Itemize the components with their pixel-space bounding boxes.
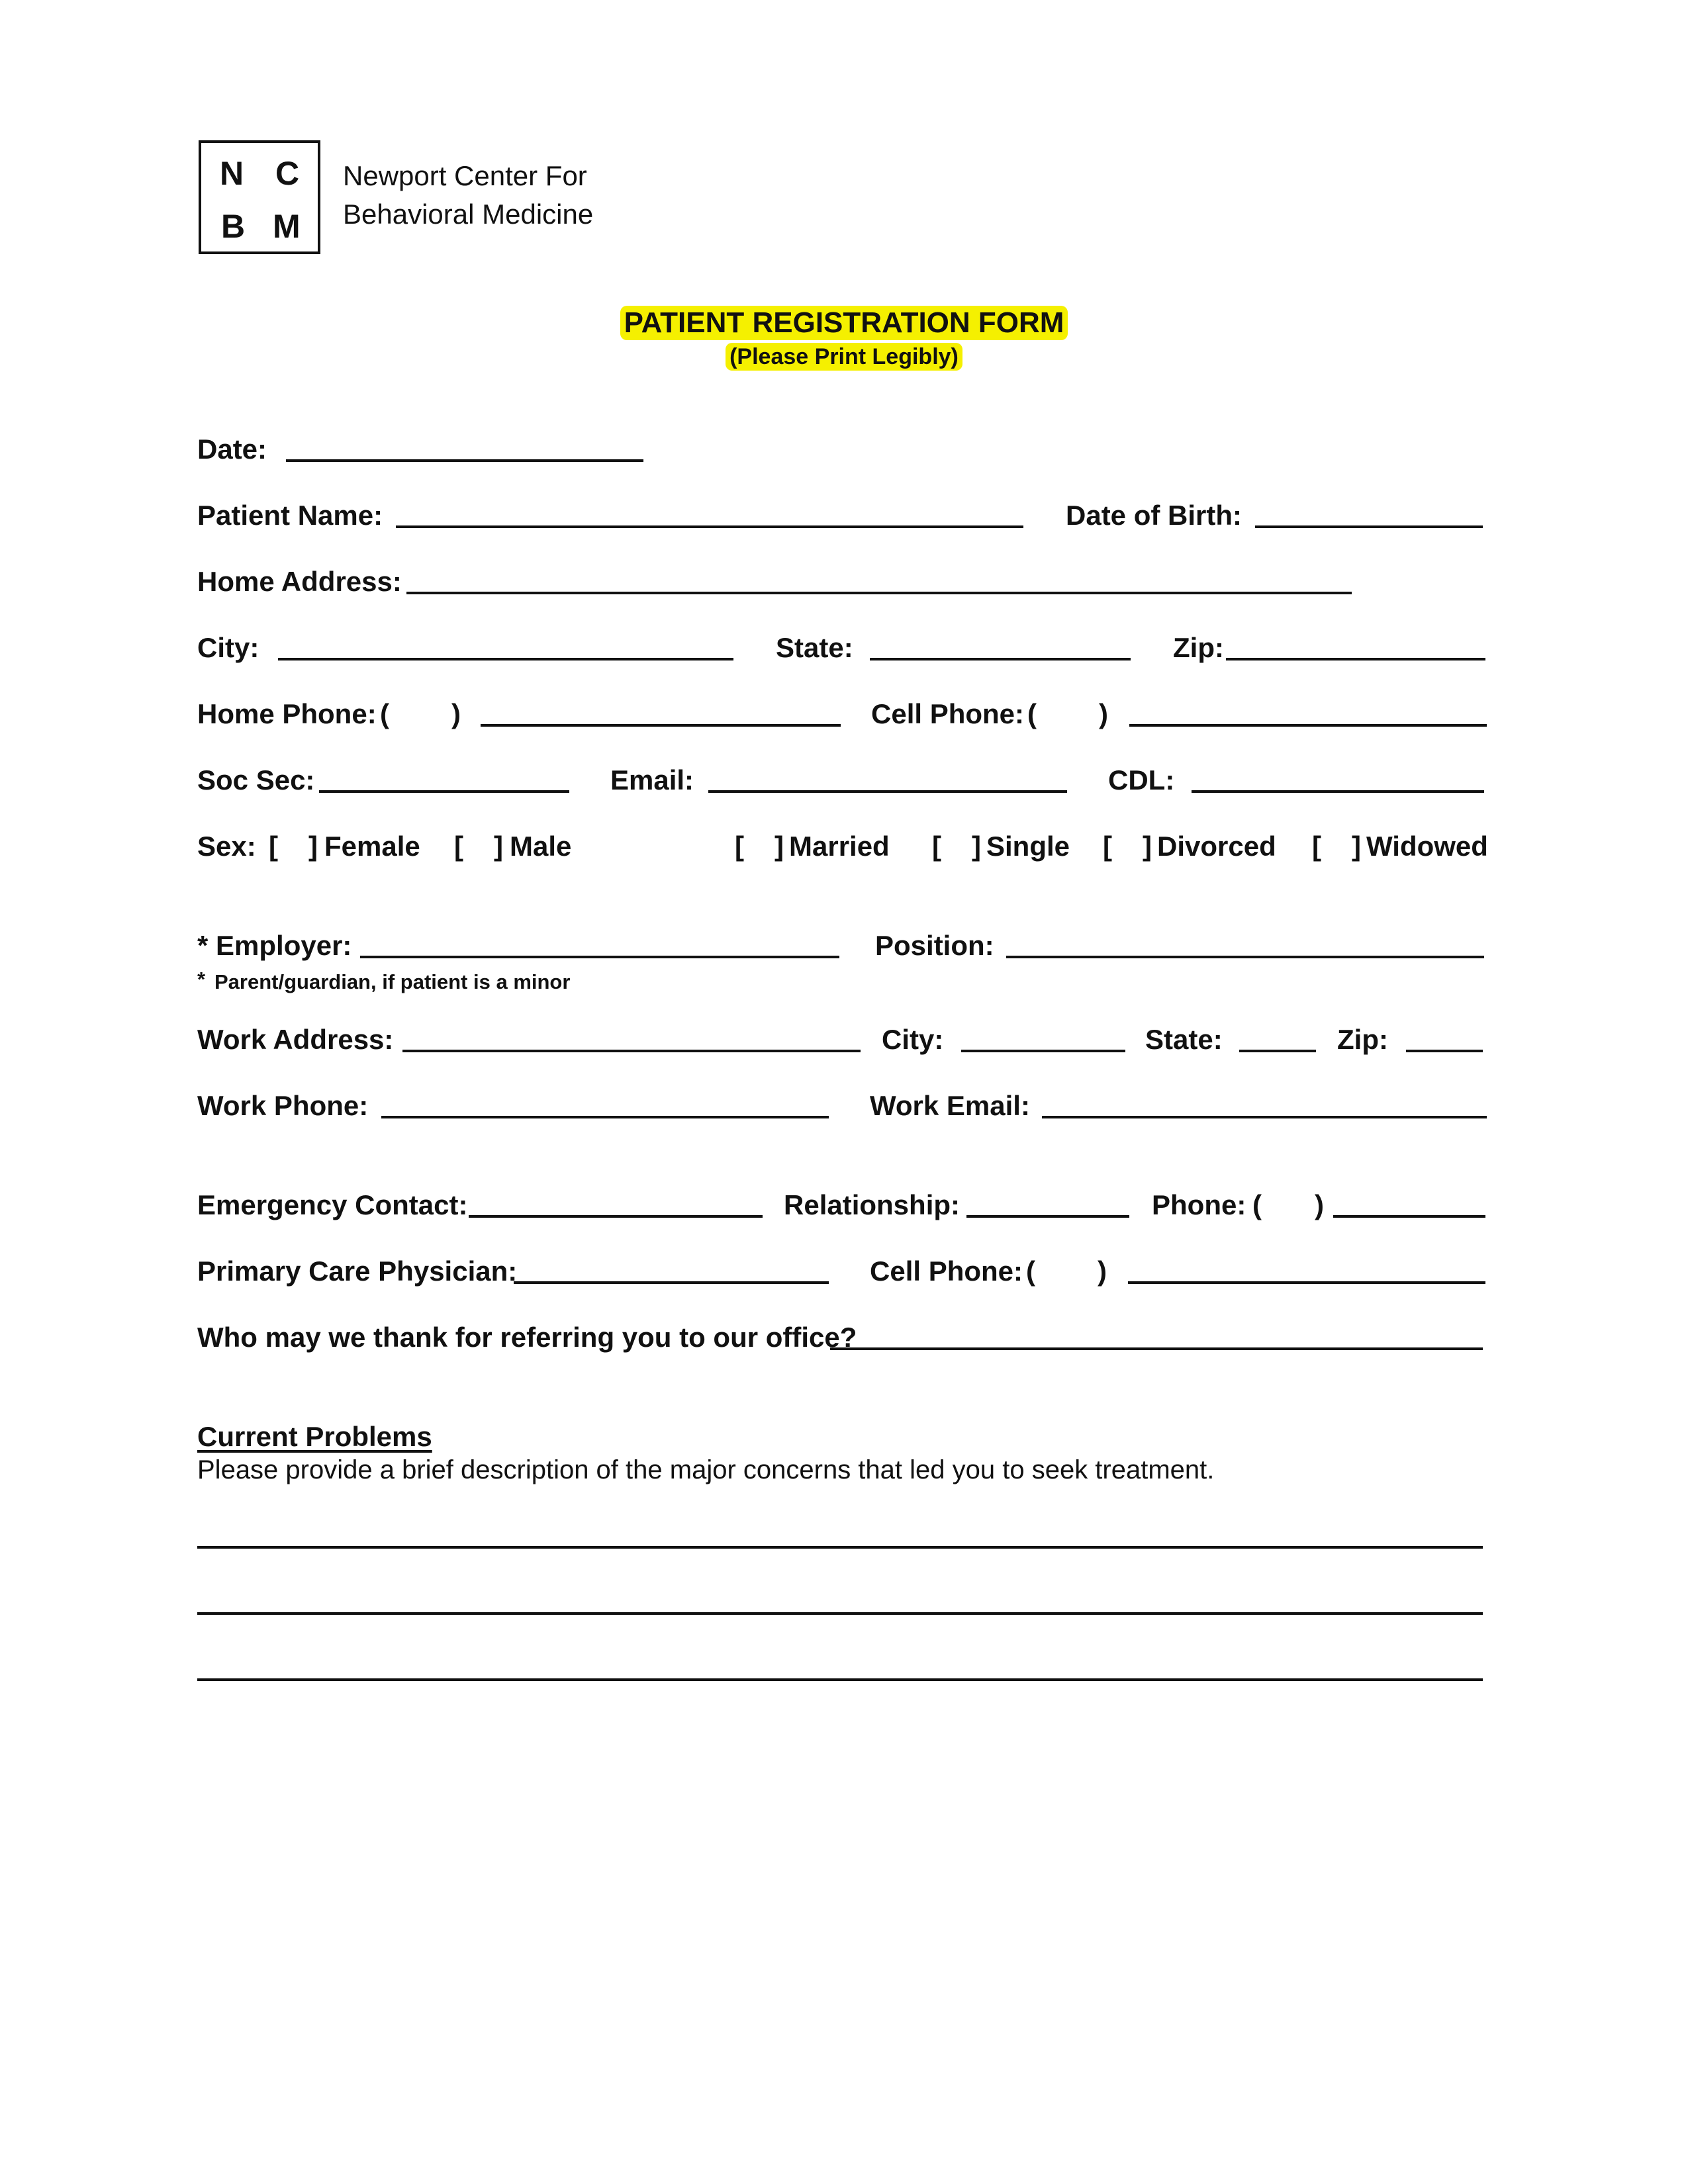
checkbox-divorced-open[interactable]: [ bbox=[1103, 831, 1112, 862]
pcp-cell-open-paren: ( bbox=[1026, 1255, 1035, 1287]
phone-close-paren: ) bbox=[1315, 1189, 1324, 1220]
emergency-contact-field[interactable] bbox=[469, 1215, 763, 1218]
option-single-label: Single bbox=[986, 831, 1070, 862]
logo-letter-n: N bbox=[220, 155, 244, 192]
pcp-cell-phone-field[interactable] bbox=[1128, 1281, 1485, 1284]
problems-line-3[interactable] bbox=[197, 1678, 1483, 1681]
work-city-field[interactable] bbox=[961, 1050, 1125, 1052]
referral-field[interactable] bbox=[830, 1347, 1483, 1350]
home-address-label: Home Address: bbox=[197, 566, 402, 597]
work-zip-label: Zip: bbox=[1337, 1024, 1388, 1055]
checkbox-married-open[interactable]: [ bbox=[735, 831, 744, 862]
checkbox-male-close: ] bbox=[494, 831, 503, 862]
cdl-label: CDL: bbox=[1108, 764, 1175, 796]
work-city-label: City: bbox=[882, 1024, 944, 1055]
work-address-field[interactable] bbox=[402, 1050, 861, 1052]
employer-field[interactable] bbox=[360, 956, 839, 958]
home-phone-close-paren: ) bbox=[451, 698, 461, 729]
soc-sec-field[interactable] bbox=[319, 790, 569, 793]
option-divorced-label: Divorced bbox=[1157, 831, 1276, 862]
sex-label: Sex: bbox=[197, 831, 256, 862]
checkbox-male-open[interactable]: [ bbox=[454, 831, 463, 862]
cell-phone-close-paren: ) bbox=[1099, 698, 1108, 729]
patient-name-label: Patient Name: bbox=[197, 500, 383, 531]
checkbox-single-open[interactable]: [ bbox=[932, 831, 941, 862]
work-state-label: State: bbox=[1145, 1024, 1223, 1055]
pcp-label: Primary Care Physician: bbox=[197, 1255, 518, 1287]
pcp-cell-close-paren: ) bbox=[1098, 1255, 1107, 1287]
employer-label: * Employer: bbox=[197, 930, 352, 961]
email-label: Email: bbox=[610, 764, 694, 796]
cell-phone-open-paren: ( bbox=[1027, 698, 1037, 729]
zip-label: Zip: bbox=[1173, 632, 1224, 663]
option-married-label: Married bbox=[789, 831, 890, 862]
soc-sec-label: Soc Sec: bbox=[197, 764, 315, 796]
checkbox-widowed-open[interactable]: [ bbox=[1312, 831, 1321, 862]
phone-field[interactable] bbox=[1333, 1215, 1485, 1218]
city-label: City: bbox=[197, 632, 259, 663]
position-label: Position: bbox=[875, 930, 994, 961]
checkbox-widowed-close: ] bbox=[1352, 831, 1361, 862]
zip-field[interactable] bbox=[1226, 658, 1485, 660]
home-phone-open-paren: ( bbox=[380, 698, 389, 729]
page-subtitle: (Please Print Legibly) bbox=[726, 343, 962, 371]
logo-letter-m: M bbox=[273, 208, 301, 245]
employer-note: Parent/guardian, if patient is a minor bbox=[214, 970, 571, 993]
home-phone-field[interactable] bbox=[481, 724, 841, 727]
home-phone-label: Home Phone: bbox=[197, 698, 377, 729]
phone-label: Phone: bbox=[1152, 1189, 1246, 1220]
problems-line-2[interactable] bbox=[197, 1612, 1483, 1615]
page-title: PATIENT REGISTRATION FORM bbox=[620, 306, 1068, 340]
state-field[interactable] bbox=[870, 658, 1131, 660]
checkbox-female-close: ] bbox=[308, 831, 318, 862]
patient-name-field[interactable] bbox=[396, 525, 1023, 528]
logo-letter-b: B bbox=[221, 208, 246, 245]
checkbox-single-close: ] bbox=[972, 831, 981, 862]
work-email-label: Work Email: bbox=[870, 1090, 1030, 1121]
org-name-line1: Newport Center For bbox=[343, 160, 587, 191]
home-address-field[interactable] bbox=[406, 592, 1352, 594]
logo-letter-c: C bbox=[275, 155, 300, 192]
cell-phone-label: Cell Phone: bbox=[871, 698, 1025, 729]
phone-open-paren: ( bbox=[1252, 1189, 1262, 1220]
relationship-label: Relationship: bbox=[784, 1189, 961, 1220]
cell-phone-field[interactable] bbox=[1129, 724, 1487, 727]
pcp-field[interactable] bbox=[514, 1281, 829, 1284]
work-zip-field[interactable] bbox=[1406, 1050, 1483, 1052]
position-field[interactable] bbox=[1006, 956, 1484, 958]
state-label: State: bbox=[776, 632, 853, 663]
option-female-label: Female bbox=[324, 831, 420, 862]
current-problems-instruction: Please provide a brief description of the major concerns that led you to seek treatment. bbox=[197, 1455, 1215, 1484]
checkbox-married-close: ] bbox=[774, 831, 784, 862]
work-address-label: Work Address: bbox=[197, 1024, 394, 1055]
email-field[interactable] bbox=[708, 790, 1067, 793]
pcp-cell-phone-label: Cell Phone: bbox=[870, 1255, 1023, 1287]
employer-note-asterisk: * bbox=[197, 968, 206, 991]
work-phone-label: Work Phone: bbox=[197, 1090, 369, 1121]
problems-line-1[interactable] bbox=[197, 1546, 1483, 1549]
checkbox-divorced-close: ] bbox=[1143, 831, 1152, 862]
date-field[interactable] bbox=[286, 459, 643, 462]
subtitle-block bbox=[0, 343, 1688, 371]
city-field[interactable] bbox=[278, 658, 733, 660]
dob-field[interactable] bbox=[1255, 525, 1483, 528]
cdl-field[interactable] bbox=[1192, 790, 1484, 793]
date-label: Date: bbox=[197, 433, 267, 465]
work-email-field[interactable] bbox=[1042, 1116, 1487, 1118]
logo bbox=[199, 140, 320, 254]
checkbox-female-open[interactable]: [ bbox=[269, 831, 278, 862]
option-widowed-label: Widowed bbox=[1366, 831, 1488, 862]
relationship-field[interactable] bbox=[966, 1215, 1129, 1218]
referral-label: Who may we thank for referring you to our office? bbox=[197, 1322, 857, 1353]
work-state-field[interactable] bbox=[1239, 1050, 1316, 1052]
work-phone-field[interactable] bbox=[381, 1116, 829, 1118]
dob-label: Date of Birth: bbox=[1066, 500, 1242, 531]
emergency-contact-label: Emergency Contact: bbox=[197, 1189, 468, 1220]
title-block bbox=[0, 306, 1688, 340]
option-male-label: Male bbox=[510, 831, 572, 862]
current-problems-heading: Current Problems bbox=[197, 1421, 432, 1452]
org-name-line2: Behavioral Medicine bbox=[343, 199, 594, 230]
